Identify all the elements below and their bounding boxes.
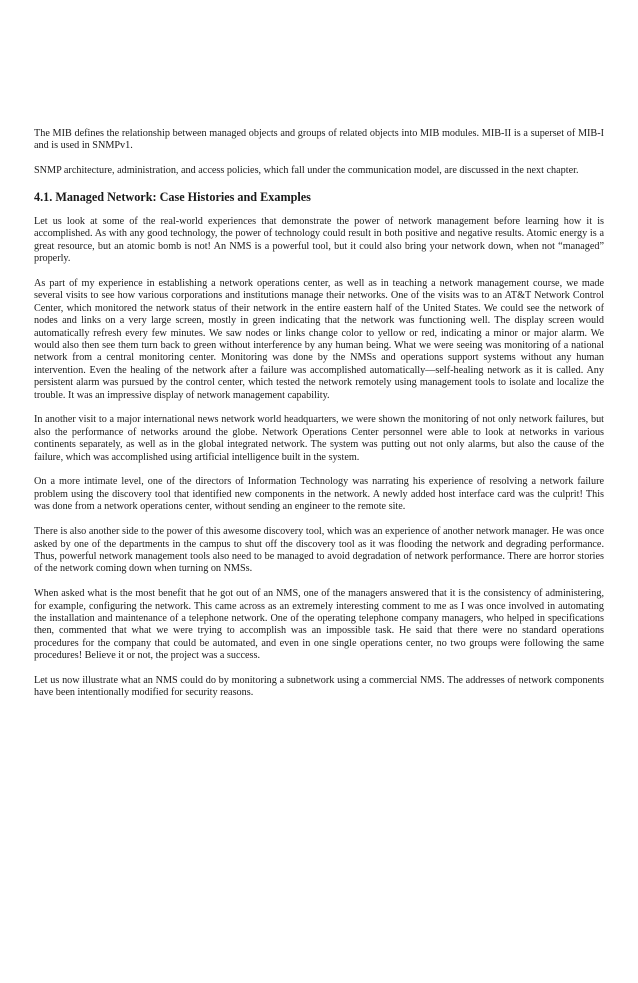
document-page xyxy=(34,128,604,712)
paragraph-discovery-tool: On a more intimate level, one of the directors of Information Technology was narrating his experience of resolving a network failure problem using the discovery tool that identified new components in the network. A newly added host interface card was the culprit! This was done from a network operations center, without sending an engineer to the remote site. xyxy=(34,476,604,513)
paragraph-discovery-downside: There is also another side to the power of this awesome discovery tool, which was an experience of another network manager. He was once asked by one of the departments in the campus to shut off the discovery tool as it was flooding the network and degrading performance. Thus, powerful network management tools also need to be managed to avoid degradation of network performance. There are horror stories of the network coming down when turning on NMSs. xyxy=(34,526,604,575)
section-heading: 4.1. Managed Network: Case Histories and Examples xyxy=(34,190,311,204)
paragraph-news-network: In another visit to a major international news network world headquarters, we were shown the monitoring of not only network failures, but also the performance of networks around the globe. Network Operations Center personnel were able to look at networks in various continents separately, as well as in the global integrated network. The system was putting out not only alarms, but also the cause of the failure, which was accomplished using artificial intelligence built in the system. xyxy=(34,414,604,463)
paragraph-att-visit: As part of my experience in establishing a network operations center, as well as in teaching a network management course, we made several visits to see how various corporations and institutions manage their networks. One of the visits was to an AT&T Network Control Center, which monitored the network status of their network in the entire eastern half of the United States. We could see the network of nodes and links on a very large screen, mostly in green indicating that the network was functioning well. The display screen would automatically refresh every few minutes. We saw nodes or links change color to yellow or red, indicating a minor or major alarm. We would also then see them turn back to green without interference by any human being. What we were seeing was monitoring of a national network from a central monitoring center. Monitoring was done by the NMSs and operations support systems without any human intervention. Even the healing of the network after a failure was accomplished automatically—self-healing network as it is called. Any persistent alarm was pursued by the control center, which tested the network remotely using management tools to isolate and localize the trouble. It was an impressive display of network management capability. xyxy=(34,278,604,401)
intro-paragraph-mib: The MIB defines the relationship between managed objects and groups of related objects into MIB modules. MIB-II is a superset of MIB-I and is used in SNMPv1. xyxy=(34,128,604,152)
paragraph-illustrate: Let us now illustrate what an NMS could do by monitoring a subnetwork using a commercial NMS. The addresses of network components have been intentionally modified for security reasons. xyxy=(34,674,604,699)
paragraph-consistency: When asked what is the most benefit that he got out of an NMS, one of the managers answered that it is the consistency of administering, for example, configuring the network. This came across as an extremely interesting comment to me as I was once involved in automating the installation and maintenance of a telephone network. One of the operating telephone company managers, who helped in specifications then, commented that what we were trying to accomplish was an impossible task. He said that there were no standard operations procedures for the company that could be automated, and even in one single operations center, no two groups were following the same procedures! Believe it or not, the project was a success. xyxy=(34,588,604,662)
intro-paragraph-snmp: SNMP architecture, administration, and access policies, which fall under the communication model, are discussed in the next chapter. xyxy=(34,165,579,177)
paragraph-real-world: Let us look at some of the real-world experiences that demonstrate the power of network management before learning how it is accomplished. As with any good technology, the power of technology could result in both positive and negative results. Atomic energy is a great resource, but an atomic bomb is not! An NMS is a powerful tool, but it could also bring your network down, when not “managed” properly. xyxy=(34,216,604,265)
